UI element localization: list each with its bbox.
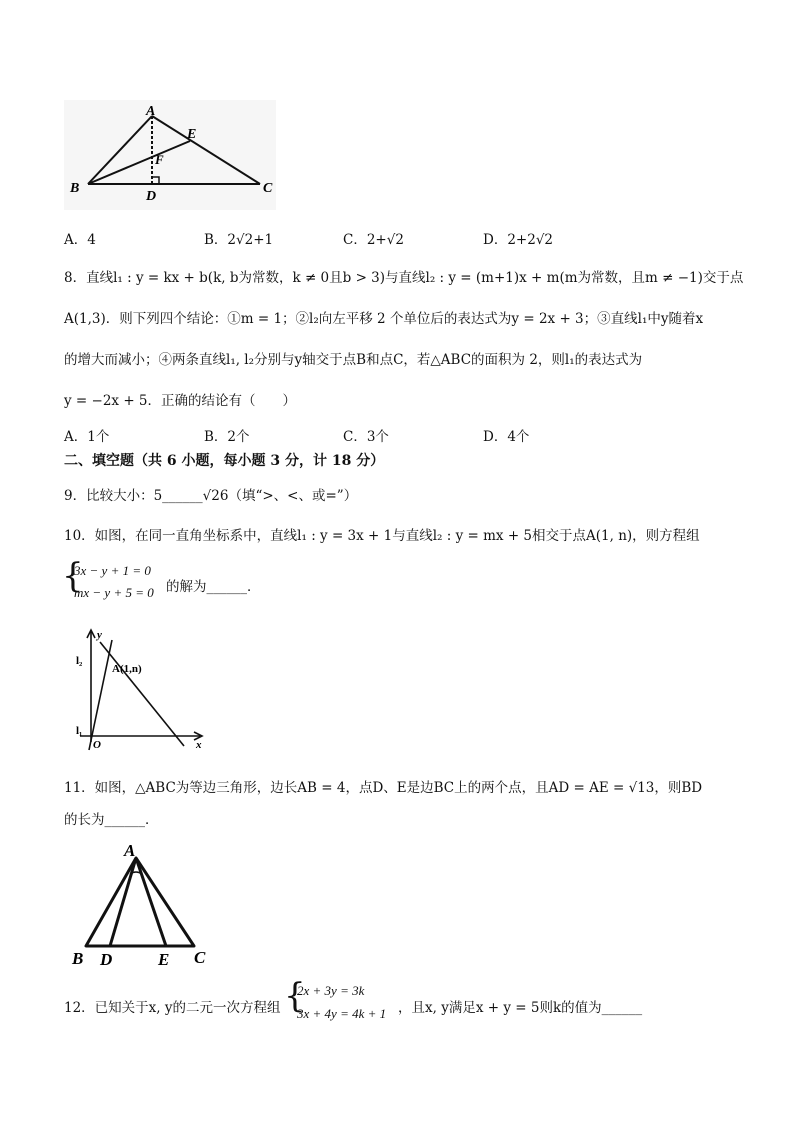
q10-axis-x: x [196, 739, 202, 751]
q7-option-c: C．2+√2 [343, 232, 404, 248]
q7-triangle-figure [64, 100, 276, 210]
q10-system-brace: { [62, 556, 84, 596]
q8-option-c: C．3个 [343, 429, 389, 445]
q11-label-a: A [124, 841, 136, 860]
q7-option-a: A．4 [64, 232, 96, 248]
q7-label-d: D [146, 189, 157, 204]
q8-option-d: D．4个 [483, 429, 530, 445]
section-heading-fill-blank: 二、填空题（共 6 小题，每小题 3 分，计 18 分） [64, 453, 385, 469]
q12-lead: 12．已知关于x, y的二元一次方程组 [64, 1000, 281, 1016]
q7-label-f: F [155, 152, 164, 167]
q10-coordinate-figure [72, 624, 208, 752]
q7-label-e: E [187, 127, 197, 142]
q10-label-point-a: A(1,n) [112, 663, 142, 675]
q10-axis-y: y [97, 629, 102, 641]
q12-tail: ，且x, y满足x + y = 5则k的值为______ [398, 1000, 643, 1016]
q7-label-a: A [146, 104, 156, 119]
q11-triangle-figure [64, 838, 224, 970]
q9-text: 9．比较大小：5______√26（填“>、<、或=”） [64, 488, 358, 504]
q10-equation-2: mx − y + 5 = 0 [74, 585, 154, 600]
q11-label-c: C [194, 948, 206, 967]
q8-line-3: 的增大而减小；④两条直线l₁, l₂分别与y轴交于点B和点C，若△ABC的面积为 2，则l₁的表达式为 [64, 352, 643, 368]
q11-line-1: 11．如图，△ABC为等边三角形，边长AB = 4，点D、E是边BC上的两个点，且AD = AE = √13，则BD [64, 780, 703, 796]
q10-line-1: 10．如图，在同一直角坐标系中，直线l₁ : y = 3x + 1与直线l₂ : y = mx + 5相交于点A(1, n)，则方程组 [64, 528, 700, 544]
q7-option-b: B．2√2+1 [204, 232, 274, 248]
q8-line-4: y = −2x + 5．正确的结论有（ ） [64, 393, 297, 409]
q7-label-b: B [70, 181, 80, 196]
q10-tail: 的解为______． [166, 579, 261, 595]
q8-line-1: 8．直线l₁ : y = kx + b(k, b为常数，k ≠ 0且b > 3)与直线l₂ : y = (m+1)x + m(m为常数，且m ≠ −1)交于点 [64, 270, 744, 286]
q11-line-2: 的长为______． [64, 812, 159, 828]
q10-equation-1: 3x − y + 1 = 0 [74, 563, 151, 578]
q8-option-a: A．1个 [64, 429, 110, 445]
q10-origin: O [93, 739, 101, 751]
q11-label-b: B [72, 949, 84, 968]
q12-equation-2: 3x + 4y = 4k + 1 [297, 1006, 387, 1021]
q8-line-2: A(1,3)．则下列四个结论：①m = 1；②l₂向左平移 2 个单位后的表达式为y = 2x + 3；③直线l₁中y随着x [64, 311, 704, 327]
q12-system-brace: { [284, 976, 306, 1016]
q11-label-d: D [100, 950, 113, 969]
q12-equation-1: 2x + 3y = 3k [297, 983, 365, 998]
q11-label-e: E [158, 950, 170, 969]
q7-label-c: C [263, 181, 273, 196]
q10-label-l1: l₁ [76, 725, 83, 737]
q10-label-l2: l₂ [76, 655, 83, 667]
q8-option-b: B．2个 [204, 429, 250, 445]
q7-option-d: D．2+2√2 [483, 232, 554, 248]
